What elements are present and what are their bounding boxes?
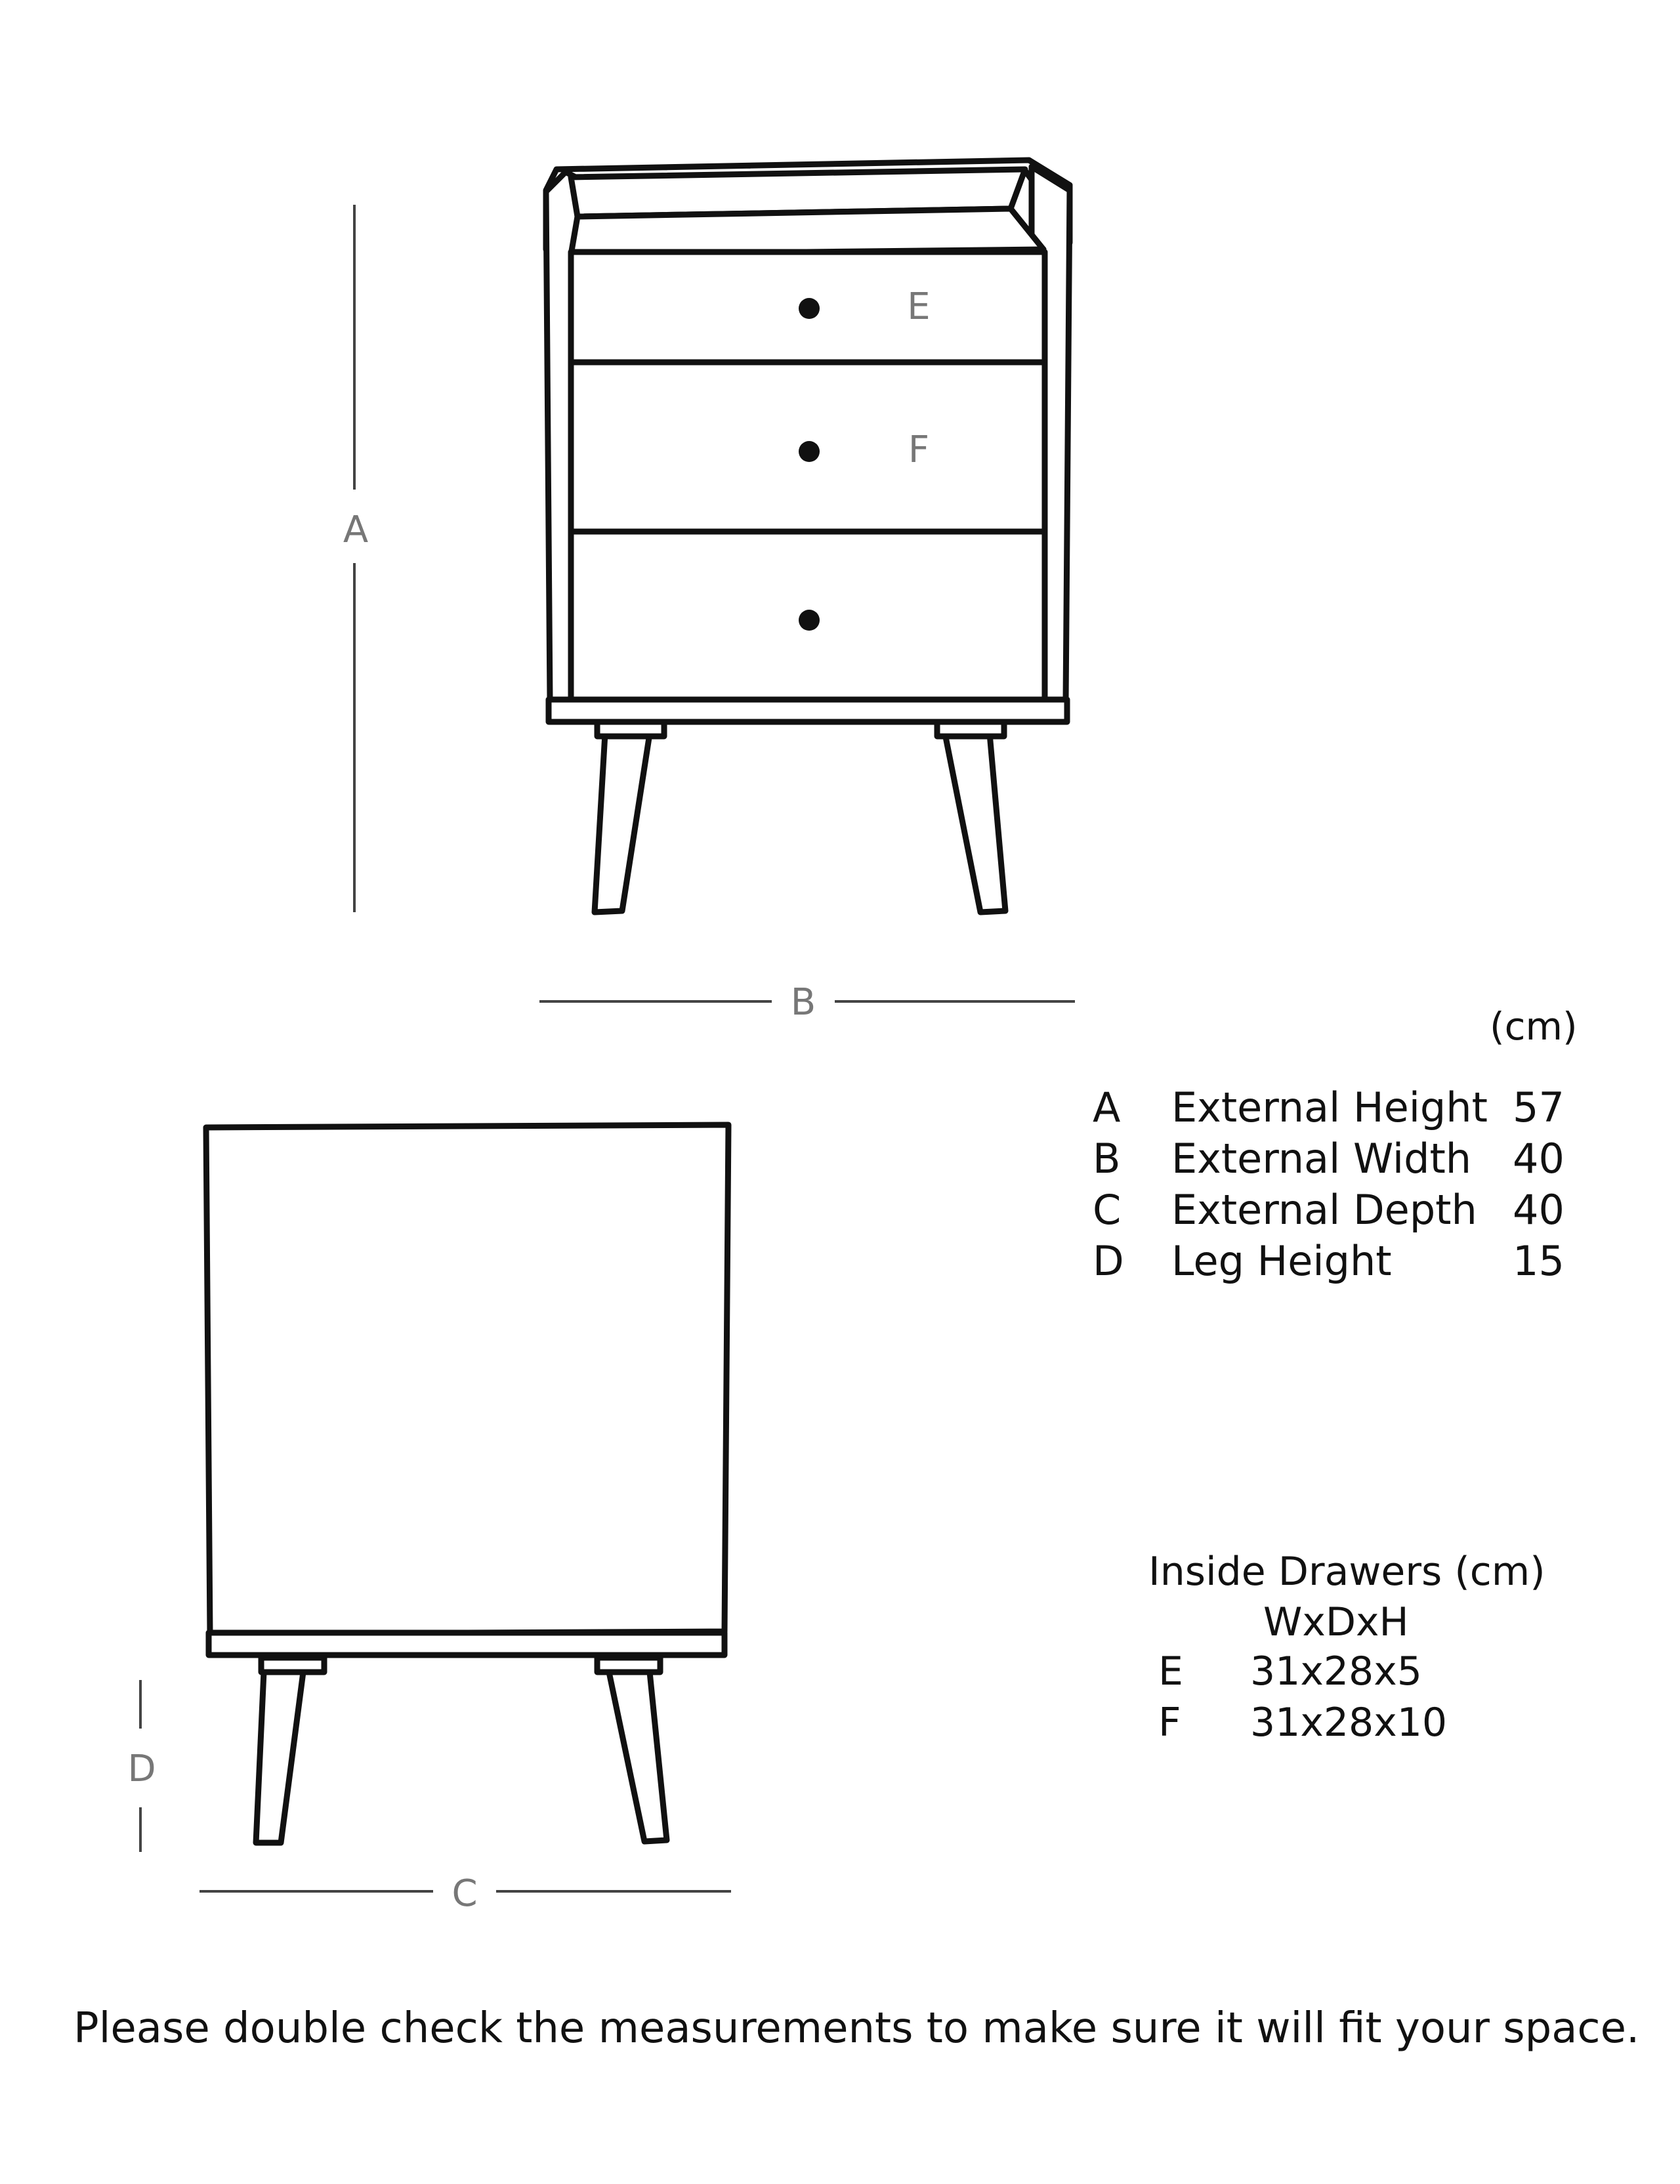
side-left-leg [256, 1672, 303, 1843]
spec-value: 57 [1513, 1083, 1564, 1131]
spec-letter: B [1093, 1134, 1121, 1183]
table-row [1093, 1133, 1578, 1184]
unit-label: (cm) [1490, 1004, 1578, 1049]
table-row [1093, 1082, 1578, 1133]
side-view [206, 1125, 728, 1843]
side-base [209, 1633, 724, 1655]
table-row [1093, 1184, 1578, 1235]
inside-drawers-title: Inside Drawers (cm) [1148, 1549, 1545, 1595]
inside-value: 31x28x10 [1250, 1700, 1448, 1746]
dimension-b [539, 981, 1075, 1024]
footer-note: Please double check the measurements to make sure it will fit your space. [74, 2004, 1640, 2053]
side-right-leg [609, 1672, 667, 1841]
dimension-c-label: C [452, 1872, 478, 1915]
table-row [1093, 1235, 1578, 1286]
dimension-b-label: B [790, 981, 816, 1024]
side-right-leg-cap [597, 1658, 660, 1672]
spec-letter: C [1093, 1185, 1122, 1234]
inside-value: 31x28x5 [1250, 1648, 1422, 1694]
front-view [546, 160, 1070, 912]
spec-value: 40 [1513, 1134, 1564, 1183]
spec-label: External Depth [1171, 1185, 1477, 1234]
dimension-d [127, 1680, 156, 1852]
spec-letter: A [1093, 1083, 1121, 1131]
dimension-a [343, 205, 368, 912]
spec-value: 15 [1513, 1236, 1564, 1285]
spec-label: External Height [1171, 1083, 1488, 1131]
inside-letter: E [1158, 1648, 1183, 1694]
inside-letter: F [1158, 1700, 1181, 1746]
dimensions-table [1093, 1082, 1578, 1286]
dimension-d-label: D [127, 1748, 156, 1790]
spec-label: External Width [1171, 1134, 1472, 1183]
side-body [206, 1125, 728, 1634]
inside-drawers-table [1158, 1646, 1447, 1748]
dimension-c [200, 1872, 731, 1915]
front-left-leg [595, 734, 650, 912]
spec-value: 40 [1513, 1185, 1564, 1234]
drawer-label-f: F [908, 429, 930, 471]
table-row [1158, 1646, 1447, 1697]
spec-label: Leg Height [1171, 1236, 1392, 1285]
front-base [549, 700, 1067, 722]
side-left-leg-cap [261, 1658, 324, 1672]
drawer-label-e: E [907, 285, 931, 328]
front-right-leg [945, 734, 1005, 912]
dimension-a-label: A [343, 509, 369, 551]
drawer-top-knob [799, 298, 820, 319]
top-tray-inner [571, 209, 1043, 255]
table-row [1158, 1697, 1447, 1748]
drawer-middle-knob [799, 441, 820, 462]
spec-letter: D [1093, 1236, 1124, 1285]
inside-drawers-axes: WxDxH [1263, 1599, 1409, 1645]
drawer-bottom-knob [799, 610, 820, 631]
